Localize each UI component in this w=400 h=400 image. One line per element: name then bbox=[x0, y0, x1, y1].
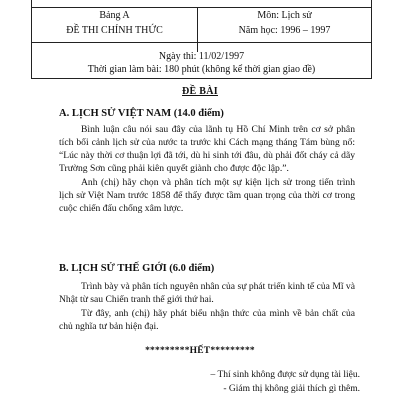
section-a-paragraph-1: Bình luận câu nói sau đây của lãnh tụ Hồ Chí Minh trên cơ sở phân tích bối cảnh lịch sử của nước ta trước khi Cách mạng tháng Tám bùng nổ: “Lúc này thời cơ thuận lợi đã tới, dù hi sinh tới đâu, dù phải đốt cháy cả dãy Trường Sơn cũng phải kiên quyết giành cho được độc lập.”. bbox=[59, 124, 355, 174]
official-exam-label: ĐỀ THI CHÍNH THỨC bbox=[66, 25, 163, 36]
school-year-label: Năm học: 1996 – 1997 bbox=[238, 25, 331, 36]
section-b-paragraph-2: Từ đây, anh (chị) hãy phát biểu nhận thức của mình về bản chất của chủ nghĩa tư bản hiện đại. bbox=[59, 308, 355, 332]
exam-duration: Thời gian làm bài: 180 phút (không kể thời gian giao đề) bbox=[87, 64, 316, 75]
exam-info-box bbox=[31, 42, 372, 79]
exam-date: Ngày thi: 11/02/1997 bbox=[158, 51, 245, 62]
section-a-heading bbox=[59, 108, 224, 119]
section-a-points: (14.0 điểm) bbox=[173, 108, 224, 119]
section-b-title: B. LỊCH SỬ THẾ GIỚI bbox=[59, 263, 167, 274]
exam-board-label: Bảng A bbox=[99, 10, 130, 21]
subject-label: Môn: Lịch sử bbox=[257, 10, 312, 21]
section-b-paragraph-1: Trình bày và phân tích nguyên nhân của sự phát triển kinh tế của Mĩ và Nhật từ sau Chiến tranh thế giới thứ hai. bbox=[59, 281, 355, 305]
section-a-title: A. LỊCH SỬ VIỆT NAM bbox=[59, 108, 172, 119]
page-title: ĐỀ BÀI bbox=[182, 86, 218, 97]
end-mark: *********HẾT********* bbox=[145, 346, 255, 356]
note-no-materials: – Thí sinh không được sử dụng tài liệu. bbox=[210, 370, 360, 380]
note-no-explanation: - Giám thị không giải thích gì thêm. bbox=[223, 384, 360, 394]
header-box bbox=[31, 7, 372, 43]
section-b-heading bbox=[59, 263, 214, 274]
section-a-paragraph-2: Anh (chị) hãy chọn và phân tích một sự kiện lịch sử trong tiến trình lịch sử Việt Nam trước 1858 để thấy được tầm quan trọng của thời cơ trong cuộc chiến đấu chống xâm lược. bbox=[59, 177, 355, 214]
section-b-points: (6.0 điểm) bbox=[169, 263, 215, 274]
